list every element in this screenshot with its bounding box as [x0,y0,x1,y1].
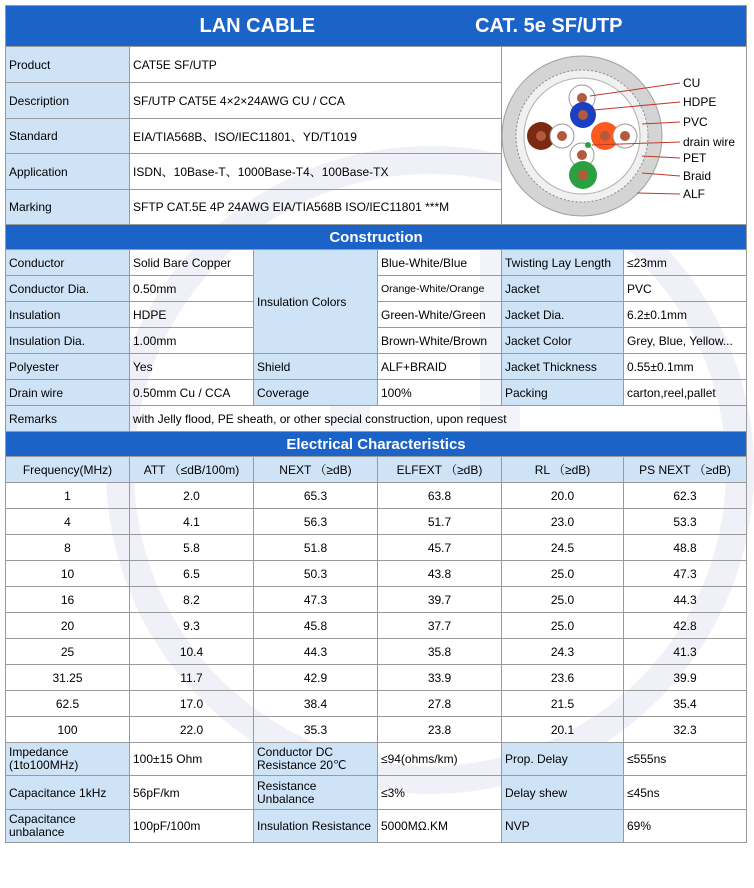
polyester-value: Yes [130,354,254,380]
insulation-color-3: Green-White/Green [378,302,502,328]
col-header-next: NEXT （≥dB) [254,457,378,483]
cell-freq: 16 [6,587,130,613]
conductor-dia-value: 0.50mm [130,276,254,302]
cell-psnext: 41.3 [624,639,747,665]
prop-delay-value: ≤555ns [624,743,747,776]
table-row [6,691,747,717]
copper-core [578,110,588,120]
application-label: Application [6,154,130,190]
copper-core [557,131,567,141]
cell-att: 22.0 [130,717,254,743]
packing-label: Packing [502,380,624,406]
conductor-value: Solid Bare Copper [130,250,254,276]
cell-freq: 10 [6,561,130,587]
cable-cross-section [502,47,747,225]
copper-core [577,93,587,103]
extra-row [6,810,747,843]
delay-skew-value: ≤45ns [624,776,747,810]
product-label: Product [6,47,130,83]
cell-next: 65.3 [254,483,378,509]
conductor-dia-label: Conductor Dia. [6,276,130,302]
product-value: CAT5E SF/UTP [130,47,502,83]
nvp-label: NVP [502,810,624,843]
insulation-resistance-label: Insulation Resistance [254,810,378,843]
table-row [6,561,747,587]
marking-value: SFTP CAT.5E 4P 24AWG EIA/TIA568B ISO/IEC11801 ***M [130,190,502,225]
cell-elfext: 45.7 [378,535,502,561]
application-value: ISDN、10Base-T、1000Base-T4、100Base-TX [130,154,502,190]
col-header-att: ATT （≤dB/100m) [130,457,254,483]
polyester-label: Polyester [6,354,130,380]
marking-label: Marking [6,190,130,225]
cell-psnext: 62.3 [624,483,747,509]
cell-elfext: 51.7 [378,509,502,535]
twisting-value: ≤23mm [624,250,747,276]
conductor-label: Conductor [6,250,130,276]
remarks-label: Remarks [6,406,130,432]
remarks-row [6,406,747,432]
insulation-dia-label: Insulation Dia. [6,328,130,354]
cell-psnext: 35.4 [624,691,747,717]
insulation-dia-value: 1.00mm [130,328,254,354]
legend-braid: Braid [683,168,712,183]
cell-att: 9.3 [130,613,254,639]
capacitance-unbalance-label: Capacitance unbalance [6,810,130,843]
cell-att: 5.8 [130,535,254,561]
cell-freq: 8 [6,535,130,561]
cell-next: 47.3 [254,587,378,613]
packing-value: carton,reel,pallet [624,380,747,406]
cell-next: 35.3 [254,717,378,743]
capacitance-value: 56pF/km [130,776,254,810]
coverage-value: 100% [378,380,502,406]
cell-rl: 25.0 [502,561,624,587]
table-row [6,535,747,561]
table-row [6,639,747,665]
col-header-rl: RL （≥dB) [502,457,624,483]
legend-pet: PET [683,150,707,165]
insulation-label: Insulation [6,302,130,328]
copper-core [536,131,546,141]
table-row [6,613,747,639]
legend-drain-wire: drain wire [683,134,736,149]
conductor-dc-resistance-value: ≤94(ohms/km) [378,743,502,776]
cell-elfext: 33.9 [378,665,502,691]
cell-rl: 24.3 [502,639,624,665]
cell-freq: 100 [6,717,130,743]
cell-att: 4.1 [130,509,254,535]
jacket-color-label: Jacket Color [502,328,624,354]
cell-psnext: 53.3 [624,509,747,535]
legend-alf: ALF [683,186,706,201]
header-title-left: LAN CABLE [199,14,316,37]
jacket-label: Jacket [502,276,624,302]
jacket-dia-label: Jacket Dia. [502,302,624,328]
insulation-resistance-value: 5000MΩ.KM [378,810,502,843]
cell-elfext: 23.8 [378,717,502,743]
construction-title: Construction [6,225,747,250]
cell-rl: 21.5 [502,691,624,717]
cell-next: 42.9 [254,665,378,691]
cell-freq: 25 [6,639,130,665]
cable-diagram [502,48,747,224]
cell-elfext: 37.7 [378,613,502,639]
spec-table [5,5,747,843]
jacket-thickness-label: Jacket Thickness [502,354,624,380]
cell-elfext: 63.8 [378,483,502,509]
remarks-value: with Jelly flood, PE sheath, or other special construction, upon request [130,406,747,432]
insulation-color-1: Blue-White/Blue [378,250,502,276]
insulation-colors-label: Insulation Colors [254,250,378,354]
conductor-dc-resistance-label: Conductor DC Resistance 20℃ [254,743,378,776]
cell-next: 51.8 [254,535,378,561]
description-label: Description [6,83,130,119]
cell-freq: 20 [6,613,130,639]
cell-rl: 24.5 [502,535,624,561]
coverage-label: Coverage [254,380,378,406]
header-title-right: CAT. 5e SF/UTP [475,14,623,37]
cell-elfext: 43.8 [378,561,502,587]
cell-next: 50.3 [254,561,378,587]
cell-elfext: 39.7 [378,587,502,613]
nvp-value: 69% [624,810,747,843]
delay-skew-label: Delay shew [502,776,624,810]
product-row [6,47,747,83]
drain-wire [585,142,591,148]
table-row [6,587,747,613]
cell-freq: 62.5 [6,691,130,717]
cell-next: 56.3 [254,509,378,535]
electrical-title: Electrical Characteristics [6,432,747,457]
cell-next: 44.3 [254,639,378,665]
cell-elfext: 35.8 [378,639,502,665]
col-header-frequency: Frequency(MHz) [6,457,130,483]
cell-att: 11.7 [130,665,254,691]
legend-pvc: PVC [683,114,708,129]
col-header-elfext: ELFEXT （≥dB) [378,457,502,483]
jacket-dia-value: 6.2±0.1mm [624,302,747,328]
jacket-color-value: Grey, Blue, Yellow... [624,328,747,354]
table-row [6,483,747,509]
legend-hdpe: HDPE [683,94,717,109]
copper-core [620,131,630,141]
cell-next: 45.8 [254,613,378,639]
header-bar [6,6,747,47]
shield-label: Shield [254,354,378,380]
prop-delay-label: Prop. Delay [502,743,624,776]
cell-att: 17.0 [130,691,254,717]
cell-att: 6.5 [130,561,254,587]
drain-wire-value: 0.50mm Cu / CCA [130,380,254,406]
construction-row [6,380,747,406]
insulation-color-4: Brown-White/Brown [378,328,502,354]
cell-rl: 23.0 [502,509,624,535]
cell-rl: 25.0 [502,587,624,613]
jacket-value: PVC [624,276,747,302]
cell-freq: 1 [6,483,130,509]
insulation-color-2: Orange-White/Orange [378,276,502,302]
cell-freq: 31.25 [6,665,130,691]
cell-psnext: 44.3 [624,587,747,613]
cell-elfext: 27.8 [378,691,502,717]
table-row [6,717,747,743]
copper-core [577,150,587,160]
cell-rl: 23.6 [502,665,624,691]
copper-core [600,131,610,141]
insulation-value: HDPE [130,302,254,328]
resistance-unbalance-label: Resistance Unbalance [254,776,378,810]
cell-freq: 4 [6,509,130,535]
electrical-header-row [6,457,747,483]
cell-att: 10.4 [130,639,254,665]
cell-psnext: 42.8 [624,613,747,639]
table-row [6,509,747,535]
drain-wire-label: Drain wire [6,380,130,406]
extra-row [6,743,747,776]
cell-rl: 25.0 [502,613,624,639]
impedance-value: 100±15 Ohm [130,743,254,776]
electrical-body [6,483,747,743]
capacitance-label: Capacitance 1kHz [6,776,130,810]
cell-psnext: 47.3 [624,561,747,587]
impedance-label: Impedance (1to100MHz) [6,743,130,776]
cell-att: 2.0 [130,483,254,509]
standard-value: EIA/TIA568B、ISO/IEC11801、YD/T1019 [130,119,502,154]
construction-row [6,354,747,380]
table-row [6,665,747,691]
resistance-unbalance-value: ≤3% [378,776,502,810]
construction-row [6,250,747,276]
twisting-label: Twisting Lay Length [502,250,624,276]
shield-value: ALF+BRAID [378,354,502,380]
cell-rl: 20.0 [502,483,624,509]
copper-core [578,170,588,180]
cell-psnext: 32.3 [624,717,747,743]
jacket-thickness-value: 0.55±0.1mm [624,354,747,380]
capacitance-unbalance-value: 100pF/100m [130,810,254,843]
cell-psnext: 39.9 [624,665,747,691]
extra-row [6,776,747,810]
description-value: SF/UTP CAT5E 4×2×24AWG CU / CCA [130,83,502,119]
standard-label: Standard [6,119,130,154]
cell-next: 38.4 [254,691,378,717]
cell-att: 8.2 [130,587,254,613]
legend-cu: CU [683,75,701,90]
col-header-psnext: PS NEXT （≥dB) [624,457,747,483]
cell-psnext: 48.8 [624,535,747,561]
cell-rl: 20.1 [502,717,624,743]
